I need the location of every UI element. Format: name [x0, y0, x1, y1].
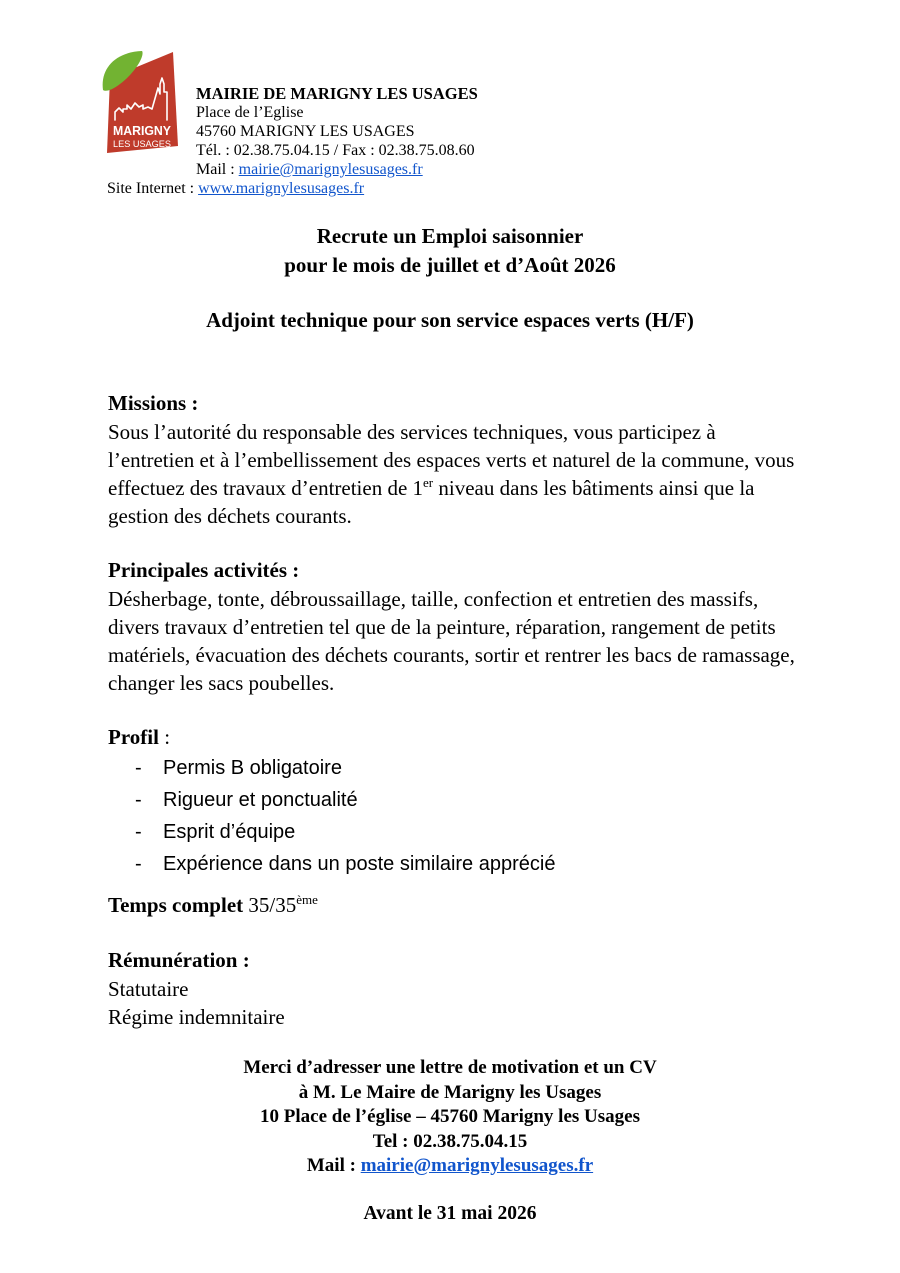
working-time-superscript: ème — [296, 892, 318, 907]
logo-town-name-2: LES USAGES — [113, 139, 171, 150]
profile-bullet-list — [108, 752, 796, 880]
website-label: Site Internet : — [107, 180, 199, 197]
bullet-dash: - — [135, 821, 142, 843]
job-title: Adjoint technique pour son service espaces verts (H/F) — [206, 308, 694, 332]
mail-label: Mail : — [196, 161, 239, 178]
address-line: 45760 MARIGNY LES USAGES — [196, 123, 415, 140]
closing-line-3: 10 Place de l’église – 45760 Marigny les Usages — [260, 1106, 640, 1127]
closing-line-4: Tel : 02.38.75.04.15 — [372, 1130, 528, 1152]
title-line-1: Recrute un Emploi saisonnier — [316, 224, 584, 248]
bullet-dash: - — [135, 789, 142, 811]
logo-town-name: MARIGNY — [113, 123, 172, 138]
announcement-title — [0, 222, 900, 335]
mail-line — [196, 160, 478, 179]
pay-line: Statutaire — [108, 977, 189, 1001]
bullet-text: Esprit d’équipe — [163, 821, 296, 843]
town-logo — [100, 48, 184, 160]
pay-heading: Rémunération : — [108, 948, 250, 972]
title-line-2: pour le mois de juillet et d’Août 2026 — [284, 253, 616, 277]
activities-section — [108, 556, 796, 697]
missions-body — [108, 418, 796, 530]
missions-section — [108, 389, 796, 530]
bullet-text: Rigueur et ponctualité — [163, 789, 358, 811]
list-item — [108, 816, 796, 848]
profile-heading-bold: Profil — [108, 725, 159, 749]
pay-line: Régime indemnitaire — [108, 1005, 285, 1029]
list-item — [108, 784, 796, 816]
activities-heading: Principales activités : — [108, 558, 300, 582]
profile-heading — [108, 723, 796, 752]
closing-mail-label: Mail : — [306, 1155, 361, 1176]
activities-body: Désherbage, tonte, débroussaillage, taille, confection et entretien des massifs, divers travaux d’entretien tel que de la peinture, réparation, rangement de petits matériels, évacuation des déchets courants, sortir et rentrer les bacs de ramassage, changer les sacs poubelles. — [108, 587, 795, 695]
application-deadline: Avant le 31 mai 2026 — [363, 1203, 537, 1224]
working-time-line — [108, 891, 796, 920]
website-link[interactable]: www.marignylesusages.fr — [198, 180, 365, 197]
closing-line-2: à M. Le Maire de Marigny les Usages — [298, 1081, 602, 1103]
list-item — [108, 848, 796, 880]
working-time-label: Temps complet — [108, 893, 244, 917]
bullet-text: Permis B obligatoire — [163, 757, 342, 779]
mail-link[interactable]: mairie@marignylesusages.fr — [238, 161, 423, 178]
closing-mail-line — [0, 1154, 900, 1179]
letterhead — [0, 0, 900, 205]
closing-line-1: Merci d’adresser une lettre de motivation et un CV — [243, 1057, 657, 1078]
contact-block — [196, 84, 478, 179]
phone-fax-line: Tél. : 02.38.75.04.15 / Fax : 02.38.75.08.60 — [196, 142, 475, 159]
profile-heading-colon: : — [158, 725, 171, 749]
address-line: Place de l’Eglise — [196, 104, 304, 121]
bullet-text: Expérience dans un poste similaire apprécié — [163, 853, 556, 875]
org-name: MAIRIE DE MARIGNY LES USAGES — [196, 84, 478, 103]
ordinal-superscript: er — [423, 475, 434, 490]
list-item — [108, 752, 796, 784]
profile-section — [108, 723, 796, 880]
website-line — [107, 179, 364, 198]
application-instructions — [0, 1056, 900, 1179]
bullet-dash: - — [135, 853, 142, 875]
bullet-dash: - — [135, 757, 142, 779]
pay-section — [108, 946, 796, 1031]
missions-text-end: niveau dans les bâtiments ainsi que la gestion des déchets courants. — [108, 476, 755, 528]
missions-heading: Missions : — [108, 391, 199, 415]
missions-text-start: Sous l’autorité du responsable des services techniques, vous participez à l’entretien et à l’embellissement des espaces verts et naturel de la commune, vous effectuez des travaux d’entretien de 1 — [108, 420, 795, 500]
closing-mail-link[interactable]: mairie@marignylesusages.fr — [360, 1155, 594, 1176]
working-time-value: 35/35 — [243, 893, 297, 917]
